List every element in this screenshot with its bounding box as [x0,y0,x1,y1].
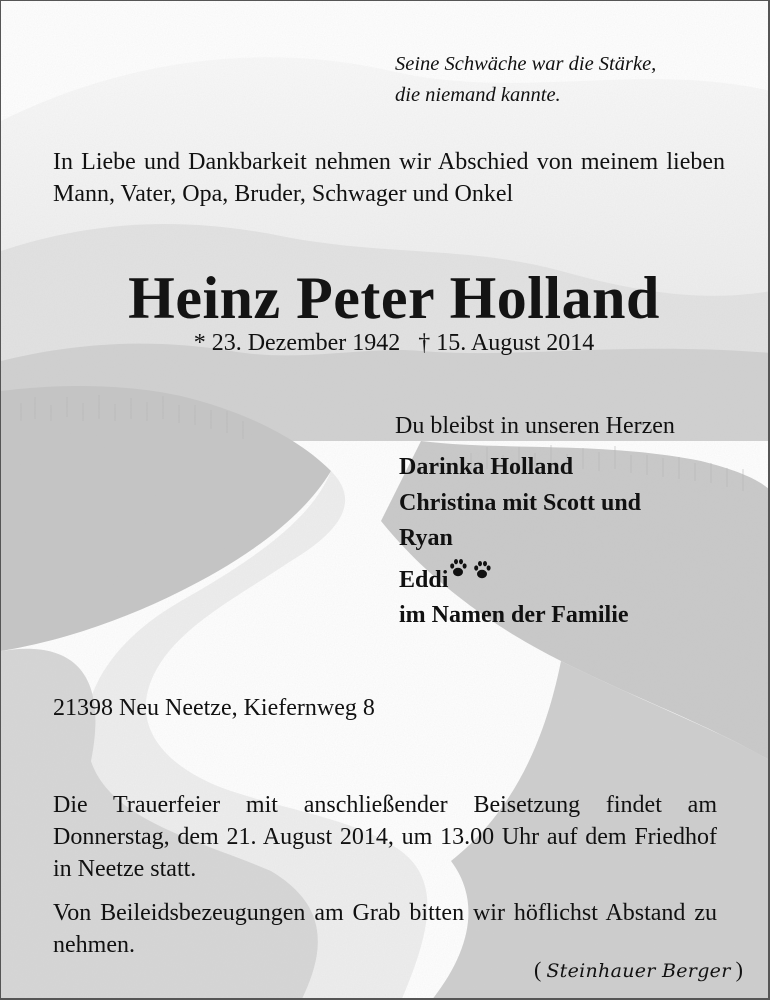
mourner-line-3: Ryan [399,525,453,551]
life-dates: * 23. Dezember 1942 † 15. August 2014 [193,330,595,356]
mourners-list [399,450,641,634]
motto-line-2: die niemand kannte. [395,84,561,106]
remembrance-line: Du bleibst in unseren Herzen [395,413,675,439]
mourner-line-1: Darinka Holland [399,454,574,480]
funeral-home-credit [534,955,743,986]
mourner-line-5: im Namen der Familie [399,602,629,628]
motto-quote [395,49,656,111]
credit-close-paren: ) [735,957,743,982]
mourner-pet-name: Eddi [399,566,449,593]
mourner-line-4 [399,557,641,599]
motto-line-1: Seine Schwäche war die Stärke, [395,53,657,75]
mourner-line-2: Christina mit Scott und [399,489,642,516]
credit-open-paren: ( [534,957,542,982]
condolence-request: Von Beileidsbezeugungen am Grab bitten wir höflichst Abstand zu nehmen. [53,900,717,958]
family-address: 21398 Neu Neetze, Kiefernweg 8 [53,695,375,721]
intro-text: In Liebe und Dankbarkeit nehmen wir Abschied von meinem lieben Mann, Vater, Opa, Bruder, Schwager und Onkel [53,149,725,207]
funeral-home-name: Steinhauer Berger [546,960,731,982]
deceased-name: Heinz Peter Holland [128,265,660,331]
paw-prints-icon [449,557,493,579]
funeral-ceremony-info: Die Trauerfeier mit anschließender Beisetzung findet am Donnerstag, dem 21. August 2014, um 13.00 Uhr auf dem Friedhof in Neetze statt. [53,792,717,882]
